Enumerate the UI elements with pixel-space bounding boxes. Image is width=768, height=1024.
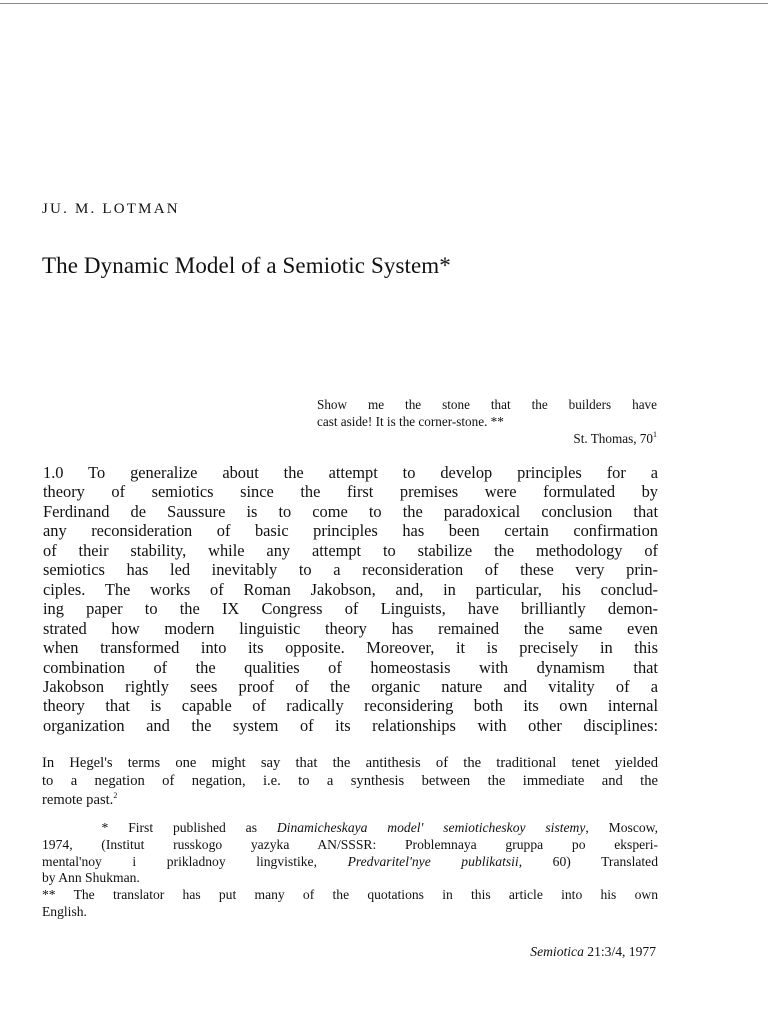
footnote-italic: Predvaritel'nye publikatsii — [347, 853, 519, 869]
body-line: organization and the system of its relationships with other disciplines: — [43, 715, 658, 735]
body-line: theory that is capable of radically reconsidering both its own internal — [43, 696, 658, 716]
author-name: JU. M. LOTMAN — [42, 201, 180, 217]
epigraph-attribution — [317, 430, 657, 447]
footnote-marker: 2 — [113, 790, 118, 800]
body-paragraph — [43, 463, 658, 735]
journal-citation — [530, 944, 656, 960]
footnote-line: by Ann Shukman. — [42, 870, 140, 886]
body-line: ciples. The works of Roman Jakobson, and, in particular, his conclud- — [43, 579, 658, 599]
body-line: of their stability, while any attempt to stabilize the methodology of — [43, 540, 658, 560]
footnote-text: , 60) Translated — [518, 853, 658, 869]
footnote-line: 1974, (Institut russkogo yazyka AN/SSSR: Problemnaya gruppa po eksperi- — [42, 836, 658, 852]
body-line: combination of the qualities of homeostasis with dynamism that — [43, 657, 658, 677]
body-line: ing paper to the IX Congress of Linguists, have brilliantly demon- — [43, 599, 658, 619]
body-line: theory of semiotics since the first premises were formulated by — [43, 482, 658, 502]
footnote-line — [42, 820, 658, 837]
quote-line: remote past. — [42, 791, 114, 808]
body-line: any reconsideration of basic principles has been certain confirmation — [43, 521, 658, 541]
body-line: strated how modern linguistic theory has remained the same even — [43, 618, 658, 638]
top-rule — [0, 3, 768, 4]
journal-issue: 21:3/4, 1977 — [583, 944, 656, 959]
footnotes — [42, 820, 658, 921]
journal-name: Semiotica — [530, 944, 584, 959]
body-line: 1.0 To generalize about the attempt to develop principles for a — [43, 463, 658, 482]
footnote-line — [42, 854, 658, 871]
epigraph-attribution-text: St. Thomas, 70 — [573, 431, 653, 446]
footnote-text: mental'noy i prikladnoy lingvistike, — [42, 853, 348, 869]
footnote-text: , Moscow, — [585, 820, 658, 835]
footnote-line: ** The translator has put many of the quotations in this article into his own — [42, 887, 658, 903]
footnote-text: * First published as — [101, 820, 277, 835]
block-quote — [42, 754, 658, 809]
epigraph-line: cast aside! It is the corner-stone. ** — [317, 414, 504, 429]
epigraph — [317, 396, 657, 447]
article-title: The Dynamic Model of a Semiotic System* — [42, 253, 451, 278]
quote-line: In Hegel's terms one might say that the antithesis of the traditional tenet yielded — [42, 755, 658, 771]
body-line: Ferdinand de Saussure is to come to the paradoxical conclusion that — [43, 501, 658, 521]
body-line: Jakobson rightly sees proof of the organic nature and vitality of a — [43, 676, 658, 696]
quote-line: to a negation of negation, i.e. to a synthesis between the immediate and the — [42, 773, 658, 790]
epigraph-line: Show me the stone that the builders have — [317, 397, 657, 412]
body-line: when transformed into its opposite. Moreover, it is precisely in this — [43, 638, 658, 658]
footnote-line: English. — [42, 903, 87, 919]
quote-line-last — [42, 791, 658, 809]
footnote-italic: Dinamicheskaya model' semioticheskoy sistemy — [276, 820, 586, 835]
body-line: semiotics has led inevitably to a reconsideration of these very prin- — [43, 560, 658, 580]
footnote-marker: 1 — [653, 430, 657, 439]
